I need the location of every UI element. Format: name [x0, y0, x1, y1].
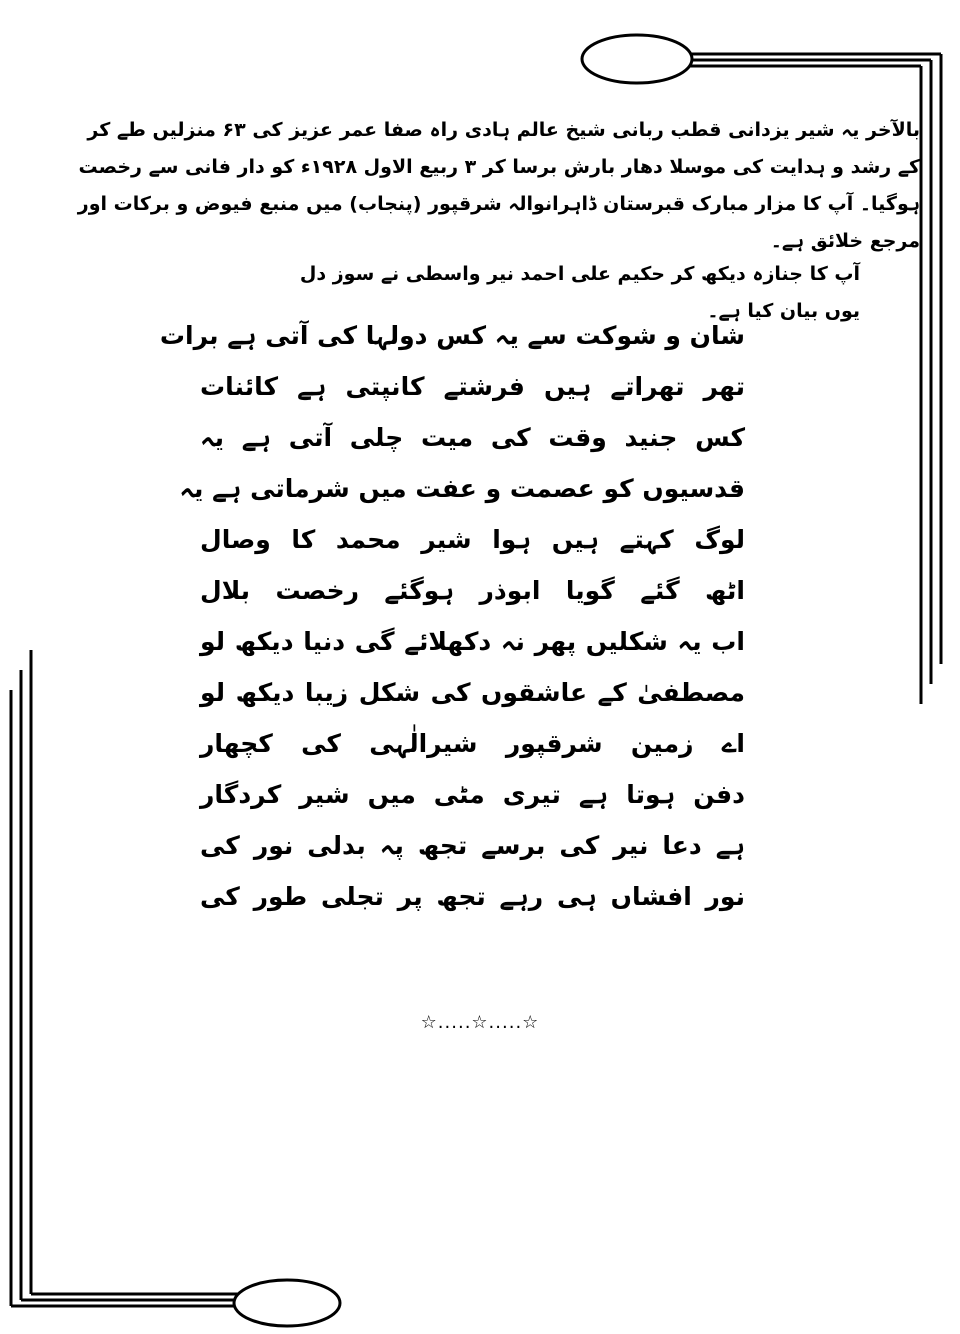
bottom-ornament-oval: [234, 1280, 340, 1326]
poem-verse: اب یہ شکلیں پھر نہ دکھلائے گی دنیا دیکھ لو: [200, 627, 745, 656]
star-divider: ☆.....☆.....☆: [420, 1012, 540, 1033]
poem-verse: قدسیوں کو عصمت و عفت میں شرماتی ہے یہ: [179, 474, 745, 503]
poem-verse: دفن ہوتا ہے تیری مٹی میں شیر کردگار: [200, 780, 745, 809]
poem-verse: شان و شوکت سے یہ کس دولہا کی آتی ہے برات: [159, 321, 745, 350]
funeral-paragraph: آپ کا جنازہ دیکھ کر حکیم علی احمد نیر واسطی نے سوز دل یوں بیان کیا ہے۔: [299, 263, 860, 322]
poem-verse: اے زمین شرقپور شیرالٰہی کی کچھار: [200, 729, 745, 758]
poem-verse: کس جنید وقت کی میت چلی آتی ہے یہ: [200, 423, 745, 452]
poem-verse: نور افشاں ہی رہے تجھ پر تجلی طور کی: [200, 882, 745, 911]
poem-verse: تھر تھراتے ہیں فرشتے کانپتی ہے کائنات: [200, 372, 745, 401]
elegy-poem: [159, 310, 745, 922]
poem-verse: ہے دعا نیر کی برسے تجھ پہ بدلی نور کی: [200, 831, 745, 860]
top-ornament-oval: [582, 35, 692, 83]
poem-verse: لوگ کہتے ہیں ہوا شیر محمد کا وصال: [200, 525, 745, 554]
poem-verse: مصطفیٰ کے عاشقوں کی شکل زیبا دیکھ لو: [200, 678, 745, 707]
poem-verse: اٹھ گئے گویا ابوذر ہوگئے رخصت بلال: [200, 576, 745, 605]
intro-paragraph: بالآخر یہ شیر یزدانی قطب ربانی شیخ عالم ہادی راہ صفا عمر عزیز کی ۶۳ منزلیں طے کر کے رشد و ہدایت کی موسلا دھار بارش برسا کر ۳ ربیع الاول ۱۹۲۸ء کو دار فانی سے رخصت ہوگیا۔ آپ کا مزار مبارک قبرستان ڈاہرانوالہ شرقپور (پنجاب) میں منبع فیوض و برکات اور مرجع خلائق ہے۔: [77, 119, 920, 252]
